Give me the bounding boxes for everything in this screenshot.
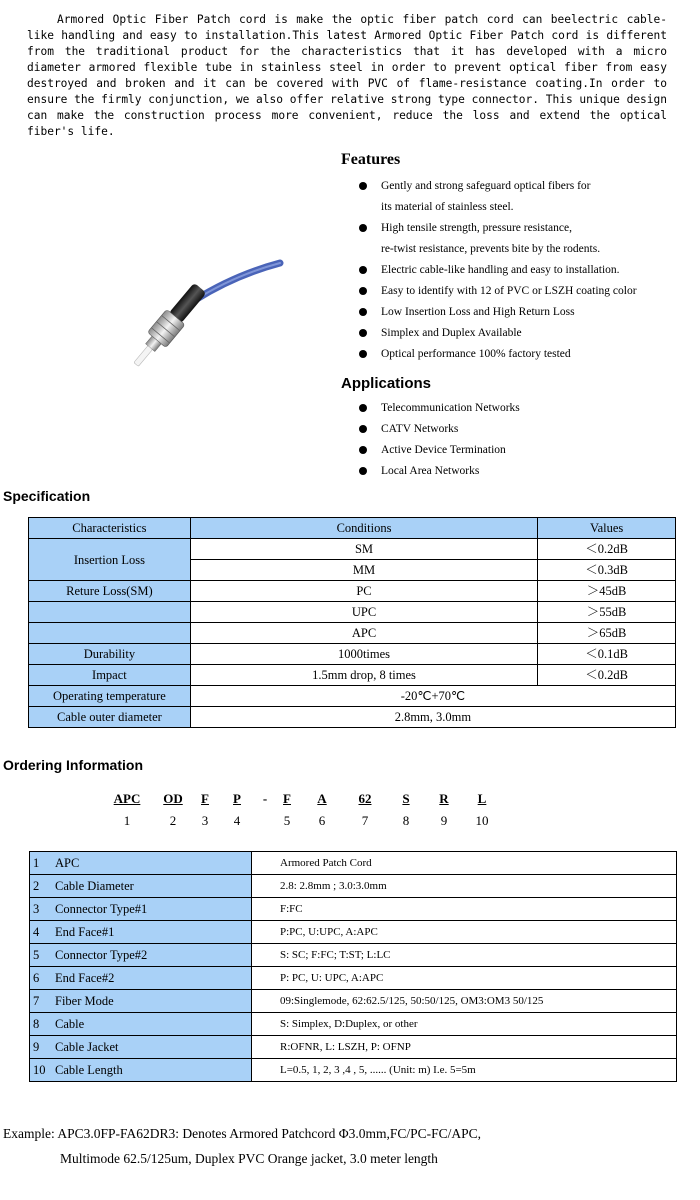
code-letter: L: [477, 791, 487, 806]
ordering-table: [29, 851, 677, 1082]
ordering-index: 4: [33, 925, 40, 939]
table-row: [30, 1013, 677, 1036]
table-row: [30, 875, 677, 898]
header-values: Values: [538, 518, 676, 539]
table-row: Operating temperature -20℃+70℃: [29, 686, 676, 707]
ordering-key: [30, 1059, 252, 1082]
code-letter: F: [201, 791, 209, 806]
applications-list: [358, 398, 520, 482]
bullet-icon: [359, 182, 367, 190]
ordering-key-label: End Face#2: [55, 971, 115, 985]
table-row: Impact 1.5mm drop, 8 times ＜0.2dB: [29, 665, 676, 686]
code-number: 4: [233, 813, 241, 828]
features-list: [358, 176, 673, 365]
specification-table: [28, 517, 676, 728]
table-row: Durability 1000times ＜0.1dB: [29, 644, 676, 665]
ordering-key-label: Cable Jacket: [55, 1040, 119, 1054]
table-row: [30, 990, 677, 1013]
ordering-index: 3: [33, 902, 40, 916]
feature-item: Optical performance 100% factory tested: [358, 344, 673, 365]
bullet-icon: [359, 350, 367, 358]
code-number: 3: [201, 813, 209, 828]
code-number: 8: [402, 813, 410, 828]
bullet-icon: [359, 266, 367, 274]
ordering-index: 6: [33, 971, 40, 985]
code-number: 5: [283, 813, 291, 828]
table-row: Cable outer diameter 2.8mm, 3.0mm: [29, 707, 676, 728]
return-loss-label: Reture Loss(SM): [29, 581, 191, 602]
application-item: Active Device Termination: [358, 440, 520, 461]
intro-paragraph: Armored Optic Fiber Patch cord is make the optic fiber patch cord can beelectric cable-like handling and easy to installation.This latest Armored Optic Fiber Patch cord is different from the traditional product for the characteristics that it has developed with a micro diameter armored flexible tube in stainless steel in order to prevent optical fiber from easy destroyed and broken and it can be covered with PVC of flame-resistance coating.In order to ensure the firmly conjunction, we also offer relative strong type connector. This unique design can make the construction process more convenient, reduce the loss and extend the optical fiber's life.: [27, 13, 667, 138]
example-line-1: Example: APC3.0FP-FA62DR3: Denotes Armored Patchcord Φ3.0mm,FC/PC-FC/APC,: [3, 1126, 482, 1141]
code-letter: A: [317, 791, 327, 806]
ordering-key: [30, 875, 252, 898]
ordering-title: Ordering Information: [3, 757, 143, 773]
table-row: [30, 1059, 677, 1082]
ordering-key-label: Connector Type#2: [55, 948, 148, 962]
ordering-value: 09:Singlemode, 62:62.5/125, 50:50/125, OM3:OM3 50/125: [252, 990, 677, 1013]
code-number: 10: [475, 813, 489, 828]
ordering-key-label: APC: [55, 856, 80, 870]
table-row: Insertion Loss SM ＜0.2dB: [29, 539, 676, 560]
code-letter: R: [439, 791, 449, 806]
bullet-icon: [359, 446, 367, 454]
ordering-value: F:FC: [252, 898, 677, 921]
header-characteristics: Characteristics: [29, 518, 191, 539]
ordering-key-label: Cable Length: [55, 1063, 123, 1077]
code-letter: P: [233, 791, 241, 806]
ordering-key: [30, 852, 252, 875]
ordering-key: [30, 1013, 252, 1036]
code-letter: 62: [358, 791, 372, 806]
ordering-key: [30, 921, 252, 944]
code-number: 1: [123, 813, 131, 828]
ordering-value: P: PC, U: UPC, A:APC: [252, 967, 677, 990]
table-row: APC ＞65dB: [29, 623, 676, 644]
feature-item: Low Insertion Loss and High Return Loss: [358, 302, 673, 323]
ordering-key-label: Cable Diameter: [55, 879, 134, 893]
application-item: Local Area Networks: [358, 461, 520, 482]
insertion-loss-label: Insertion Loss: [29, 539, 191, 581]
example-line-2: Multimode 62.5/125um, Duplex PVC Orange jacket, 3.0 meter length: [60, 1151, 438, 1166]
ordering-key: [30, 967, 252, 990]
table-row: [30, 967, 677, 990]
table-header-row: [29, 518, 676, 539]
ordering-key-label: Connector Type#1: [55, 902, 148, 916]
table-row: [30, 944, 677, 967]
specification-title: Specification: [3, 488, 91, 504]
table-row: [30, 1036, 677, 1059]
bullet-icon: [359, 287, 367, 295]
ordering-key: [30, 1036, 252, 1059]
application-item: Telecommunication Networks: [358, 398, 520, 419]
code-number: 2: [169, 813, 177, 828]
ordering-value: R:OFNR, L: LSZH, P: OFNP: [252, 1036, 677, 1059]
feature-item: Easy to identify with 12 of PVC or LSZH coating color: [358, 281, 673, 302]
table-row: Reture Loss(SM) PC ＞45dB: [29, 581, 676, 602]
ordering-index: 9: [33, 1040, 40, 1054]
feature-item: Gently and strong safeguard optical fibers for its material of stainless steel.: [358, 176, 673, 218]
ordering-key-label: Fiber Mode: [55, 994, 114, 1008]
bullet-icon: [359, 224, 367, 232]
ordering-index: 10: [33, 1063, 46, 1077]
feature-item: High tensile strength, pressure resistance, re-twist resistance, prevents bite by the rodents.: [358, 218, 673, 260]
features-title: Features: [341, 151, 401, 168]
code-number: 9: [440, 813, 448, 828]
feature-item: Electric cable-like handling and easy to installation.: [358, 260, 673, 281]
ordering-value: Armored Patch Cord: [252, 852, 677, 875]
feature-item: Simplex and Duplex Available: [358, 323, 673, 344]
ordering-key: [30, 898, 252, 921]
ordering-value: S: Simplex, D:Duplex, or other: [252, 1013, 677, 1036]
bullet-icon: [359, 404, 367, 412]
ordering-key: [30, 944, 252, 967]
ordering-index: 5: [33, 948, 40, 962]
bullet-icon: [359, 308, 367, 316]
table-row: MM ＜0.3dB: [29, 560, 676, 581]
fc-patch-cord-image: [95, 255, 290, 390]
ordering-key-label: End Face#1: [55, 925, 115, 939]
ordering-index: 2: [33, 879, 40, 893]
code-number: 6: [318, 813, 326, 828]
ordering-value: P:PC, U:UPC, A:APC: [252, 921, 677, 944]
ordering-key: [30, 990, 252, 1013]
ordering-value: 2.8: 2.8mm ; 3.0:3.0mm: [252, 875, 677, 898]
ordering-value: L=0.5, 1, 2, 3 ,4 , 5, ...... (Unit: m) I.e. 5=5m: [252, 1059, 677, 1082]
ordering-index: 8: [33, 1017, 40, 1031]
table-row: UPC ＞55dB: [29, 602, 676, 623]
code-letter: APC: [113, 791, 141, 806]
code-letter: S: [402, 791, 410, 806]
bullet-icon: [359, 425, 367, 433]
header-conditions: Conditions: [190, 518, 537, 539]
table-row: [30, 921, 677, 944]
applications-title: Applications: [341, 375, 432, 392]
code-letter: F: [283, 791, 291, 806]
code-number: 7: [361, 813, 369, 828]
ordering-value: S: SC; F:FC; T:ST; L:LC: [252, 944, 677, 967]
example-text: [3, 1121, 481, 1171]
ordering-index: 1: [33, 856, 40, 870]
table-row: [30, 898, 677, 921]
code-letter: OD: [163, 791, 183, 806]
bullet-icon: [359, 467, 367, 475]
application-item: CATV Networks: [358, 419, 520, 440]
bullet-icon: [359, 329, 367, 337]
ordering-index: 7: [33, 994, 40, 1008]
ordering-key-label: Cable: [55, 1017, 85, 1031]
code-letter: -: [262, 791, 268, 806]
table-row: [30, 852, 677, 875]
